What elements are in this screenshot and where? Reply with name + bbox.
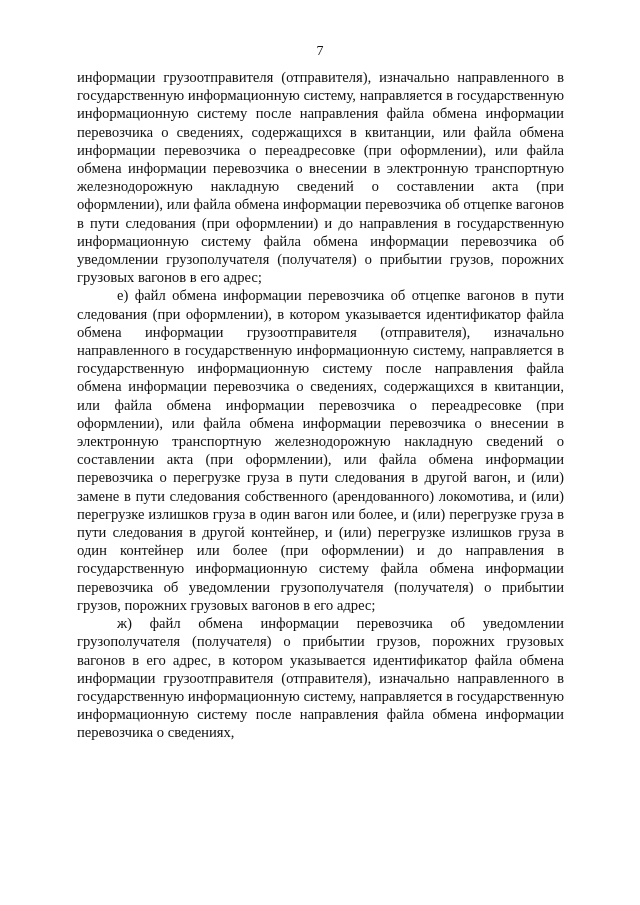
paragraph-item-zh: ж) файл обмена информации перевозчика об уведомлении грузополучателя (получателя) о прибытии грузов, порожних грузовых вагонов в его адрес, в котором указывается идентификатор файла обмена информации грузоотправителя (отправителя), изначально направленного в государственную информационную систему, направляется в государственную информационную систему после направления файла обмена информации перевозчика о сведениях, [77, 616, 564, 742]
paragraph-item-e: е) файл обмена информации перевозчика об отцепке вагонов в пути следования (при оформлении), в котором указывается идентификатор файла обмена информации грузоотправителя (отправителя), изначально направленного в государственную информационную систему, направляется в государственную информационную систему после направления файла обмена информации перевозчика о сведениях, содержащихся в квитанции, или файла обмена информации перевозчика о переадресовке (при оформлении), или файла обмена информации перевозчика о внесении в электронную транспортную железнодорожную накладную сведений о составлении акта (при оформлении), или файла обмена информации перевозчика о перегрузке груза в пути следования в другой вагон, и (или) замене в пути следования собственного (арендованного) локомотива, и (или) перегрузке излишков груза в один вагон или более, и (или) перегрузке груза в пути следования в другой контейнер, и (или) перегрузке излишков груза в один контейнер или более (при оформлении) и до направления в государственную информационную систему файла обмена информации перевозчика об уведомлении грузополучателя (получателя) о прибытии грузов, порожних грузовых вагонов в его адрес; [77, 288, 564, 614]
page-number: 7 [316, 44, 324, 59]
document-body [77, 69, 564, 743]
paragraph-continuation: информации грузоотправителя (отправителя), изначально направленного в государственную информационную систему, направляется в государственную информационную систему после направления файла обмена информации перевозчика о сведениях, содержащихся в квитанции, или файла обмена информации перевозчика о переадресовке (при оформлении), или файла обмена информации перевозчика о внесении в электронную транспортную железнодорожную накладную сведений о составлении акта (при оформлении), или файла обмена информации перевозчика об отцепке вагонов в пути следования (при оформлении) и до направления в государственную информационную систему файла обмена информации перевозчика об уведомлении грузополучателя (получателя) о прибытии грузов, порожних грузовых вагонов в его адрес; [77, 70, 564, 287]
